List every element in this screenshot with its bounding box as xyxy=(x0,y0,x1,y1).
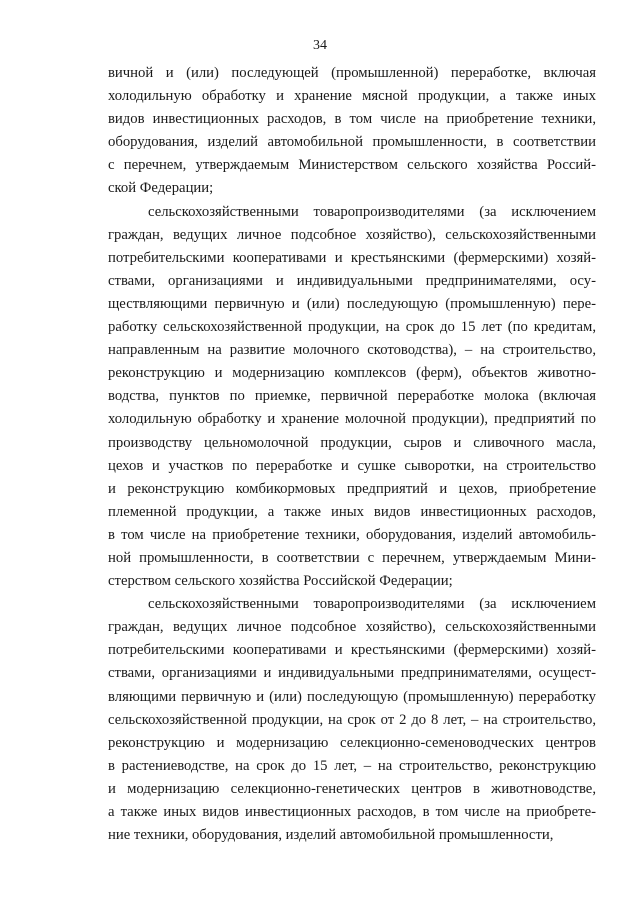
text-line: работку сельскохозяйственной продукции, на срок до 15 лет (по кредитам, xyxy=(108,319,596,336)
text-line: реконструкцию и модернизацию комплексов (ферм), объектов животно- xyxy=(108,365,596,382)
text-line: видов инвестиционных расходов, в том числе на приобретение техники, xyxy=(108,111,596,128)
text-line: потребительскими кооперативами и крестьянскими (фермерскими) хозяй- xyxy=(108,249,596,266)
text-line: ской Федерации; xyxy=(108,180,214,197)
paragraph xyxy=(108,62,596,201)
text-line: стерством сельского хозяйства Российской Федерации; xyxy=(108,573,453,590)
text-line: потребительскими кооперативами и крестьянскими (фермерскими) хозяй- xyxy=(108,642,596,659)
text-line: вляющими первичную и (или) последующую (промышленную) переработку xyxy=(108,688,596,705)
text-line: реконструкцию и модернизацию селекционно-семеноводческих центров xyxy=(108,734,596,751)
text-line: ществляющими первичную и (или) последующую (промышленную) пере- xyxy=(108,295,596,312)
text-line: оборудования, изделий автомобильной промышленности, в соответствии xyxy=(108,134,596,151)
text-line: и модернизацию селекционно-генетических центров в животноводстве, xyxy=(108,780,596,797)
text-line: водства, пунктов по приемке, первичной переработке молока (включая xyxy=(108,388,596,405)
text-line: племенной продукции, а также иных видов инвестиционных расходов, xyxy=(108,503,596,520)
text-line: направленным на развитие молочного скотоводства), – на строительство, xyxy=(108,342,596,359)
text-line: в том числе на приобретение техники, оборудования, изделий автомобиль- xyxy=(108,526,596,543)
text-line: сельскохозяйственными товаропроизводителями (за исключением xyxy=(148,596,596,613)
text-line: и реконструкцию комбикормовых предприятий и цехов, приобретение xyxy=(108,480,596,497)
paragraph xyxy=(108,201,596,594)
text-line: вичной и (или) последующей (промышленной) переработке, включая xyxy=(108,65,596,81)
text-line: производству цельномолочной продукции, сыров и сливочного масла, xyxy=(108,434,596,451)
text-line: с перечнем, утверждаемым Министерством сельского хозяйства Россий- xyxy=(108,157,596,174)
text-line: ной промышленности, в соответствии с перечнем, утверждаемым Мини- xyxy=(108,549,596,566)
text-line: ние техники, оборудования, изделий автомобильной промышленности, xyxy=(108,827,554,844)
text-line: а также иных видов инвестиционных расходов, в том числе на приобрете- xyxy=(108,804,596,820)
text-line: граждан, ведущих личное подсобное хозяйство), сельскохозяйственными xyxy=(108,226,596,243)
page-number: 34 xyxy=(313,38,327,53)
text-line: холодильную обработку и хранение мясной продукции, а также иных xyxy=(108,88,596,105)
text-line: цехов и участков по переработке и сушке сыворотки, на строительство xyxy=(108,457,596,474)
text-line: в растениеводстве, на срок до 15 лет, – на строительство, реконструкцию xyxy=(108,757,596,774)
paragraph xyxy=(108,593,596,847)
text-line: граждан, ведущих личное подсобное хозяйство), сельскохозяйственными xyxy=(108,619,596,636)
text-line: сельскохозяйственной продукции, на срок от 2 до 8 лет, – на строительство, xyxy=(108,711,596,728)
text-line: ствами, организациями и индивидуальными предпринимателями, осу- xyxy=(108,272,596,289)
text-line: ствами, организациями и индивидуальными предпринимателями, осущест- xyxy=(108,665,596,682)
text-line: холодильную обработку и хранение молочной продукции), предприятий по xyxy=(108,411,596,428)
document-body xyxy=(108,62,596,847)
text-line: сельскохозяйственными товаропроизводителями (за исключением xyxy=(148,203,596,220)
